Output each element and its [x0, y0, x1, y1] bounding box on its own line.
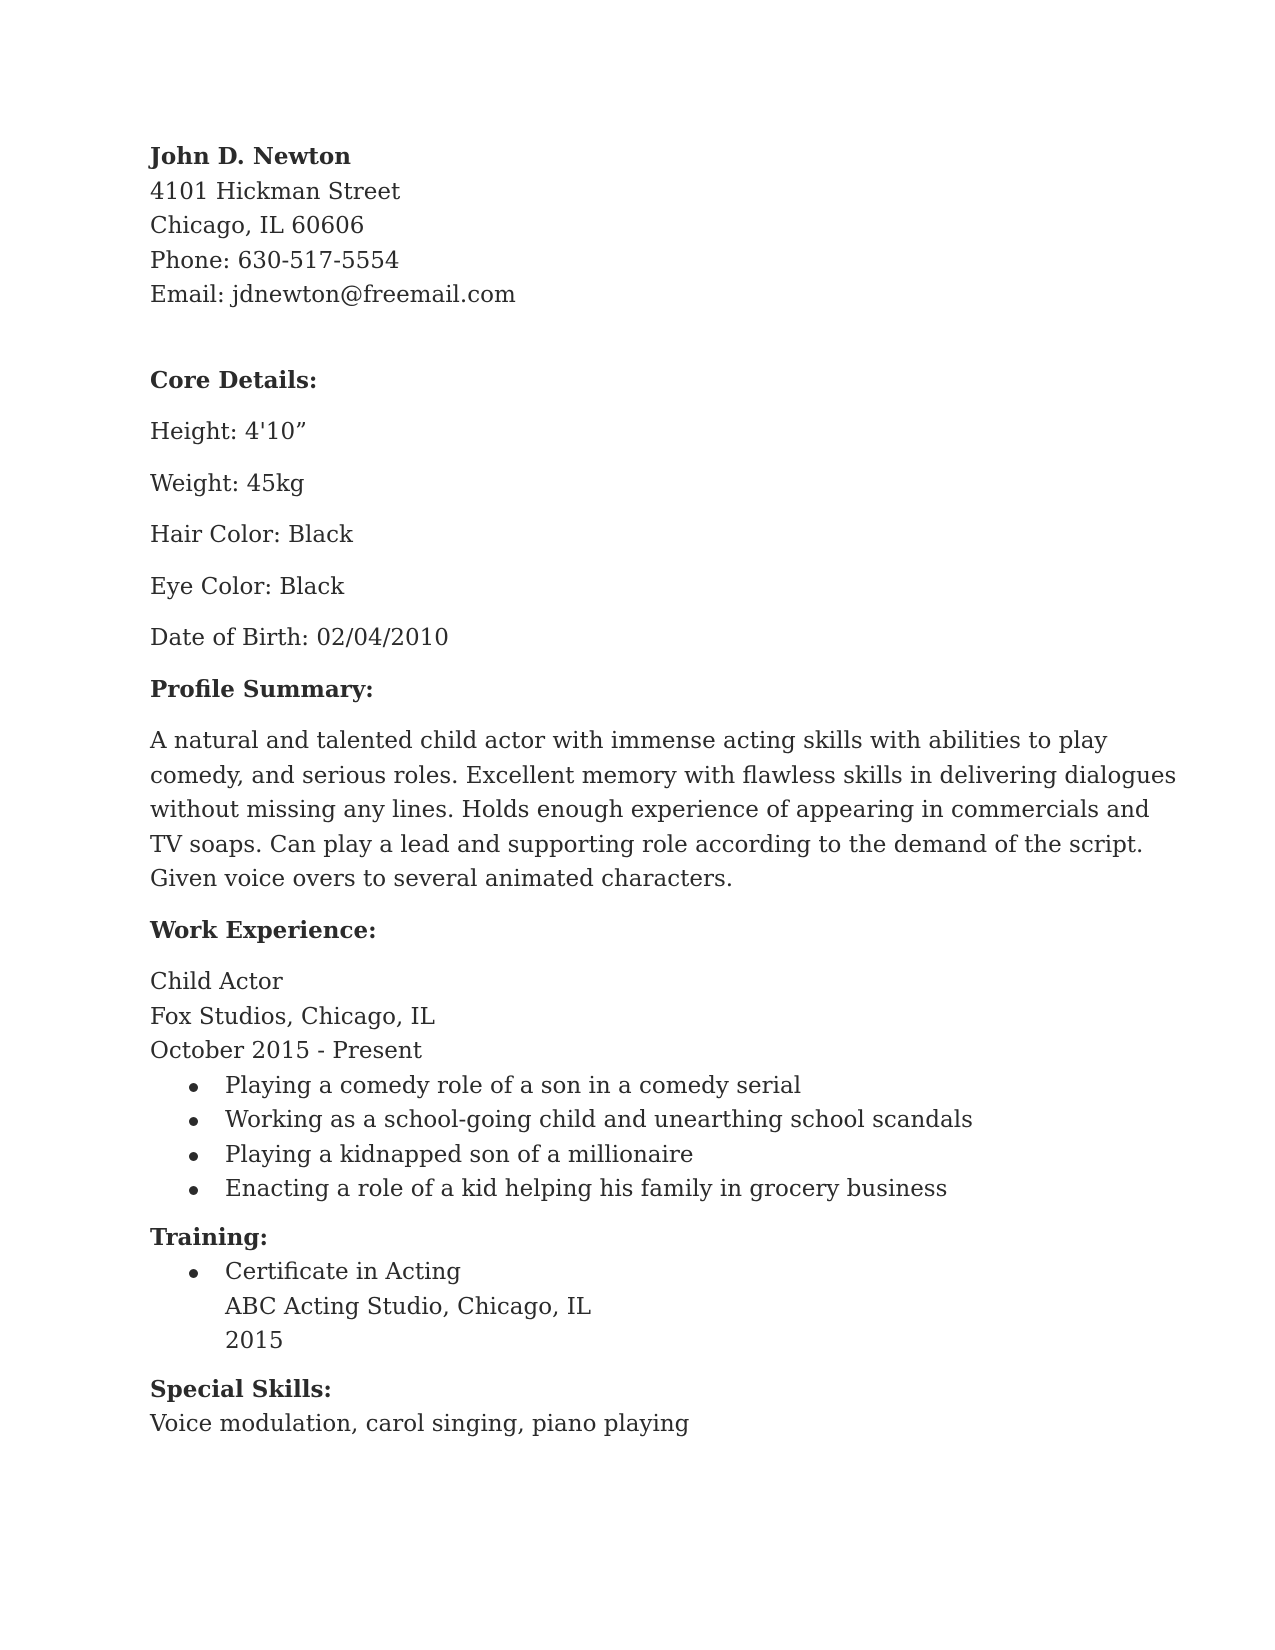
height-item: Height: 4'10”: [150, 419, 307, 445]
duty-text: Playing a kidnapped son of a millionaire: [225, 1141, 694, 1168]
bullet-icon: [189, 1152, 198, 1161]
training-section: [150, 1221, 1130, 1359]
resume-page: [150, 140, 1177, 1442]
profile-summary-section: [150, 673, 1177, 897]
phone-line: Phone: 630-517-5554: [150, 247, 400, 274]
profile-summary-heading: Profile Summary:: [150, 675, 374, 703]
training-institution: ABC Acting Studio, Chicago, IL: [225, 1293, 592, 1320]
profile-summary-text: [150, 724, 1177, 897]
list-item: [150, 1069, 1130, 1104]
hair-color-item: Hair Color: Black: [150, 522, 353, 548]
summary-line: without missing any lines. Holds enough experience of appearing in commercials and: [150, 797, 1150, 823]
special-skills-heading: Special Skills:: [150, 1375, 332, 1403]
job-dates: October 2015 - Present: [150, 1038, 422, 1064]
address-line-1: 4101 Hickman Street: [150, 178, 401, 205]
duty-text: Working as a school-going child and unearthing school scandals: [225, 1107, 973, 1133]
list-item: [150, 1103, 1130, 1138]
special-skills-text: Voice modulation, carol singing, piano playing: [150, 1411, 690, 1437]
training-heading: Training:: [150, 1223, 268, 1251]
bullet-icon: [189, 1117, 198, 1126]
list-item: [150, 1255, 1130, 1359]
job-title: Child Actor: [150, 969, 283, 995]
job-duties-list: [150, 1069, 1130, 1207]
job-company: Fox Studios, Chicago, IL: [150, 1003, 435, 1030]
candidate-name: John D. Newton: [150, 143, 351, 170]
list-item: [150, 1138, 1130, 1173]
bullet-icon: [189, 1269, 198, 1278]
training-certificate: Certificate in Acting: [225, 1259, 462, 1285]
training-year: 2015: [225, 1328, 284, 1354]
job-entry: [150, 965, 1130, 1207]
bullet-icon: [189, 1186, 198, 1195]
email-line: Email: jdnewton@freemail.com: [150, 282, 516, 308]
weight-item: Weight: 45kg: [150, 470, 305, 497]
summary-line: A natural and talented child actor with immense acting skills with abilities to play: [150, 728, 1108, 754]
core-details-section: [150, 364, 1130, 656]
address-line-2: Chicago, IL 60606: [150, 213, 365, 239]
work-experience-section: [150, 914, 1130, 1207]
training-list: [150, 1255, 1130, 1359]
summary-line: comedy, and serious roles. Excellent memory with flawless skills in delivering dialogues: [150, 762, 1177, 789]
core-details-heading: Core Details:: [150, 366, 318, 394]
special-skills-section: [150, 1373, 1130, 1442]
duty-text: Playing a comedy role of a son in a comedy serial: [225, 1072, 802, 1099]
contact-block: [150, 140, 1130, 313]
bullet-icon: [189, 1083, 198, 1092]
eye-color-item: Eye Color: Black: [150, 573, 345, 600]
summary-line: TV soaps. Can play a lead and supporting role according to the demand of the script.: [150, 831, 1144, 858]
work-experience-heading: Work Experience:: [150, 916, 377, 944]
date-of-birth-item: Date of Birth: 02/04/2010: [150, 625, 449, 651]
summary-line: Given voice overs to several animated characters.: [150, 866, 734, 892]
duty-text: Enacting a role of a kid helping his family in grocery business: [225, 1176, 948, 1202]
list-item: [150, 1172, 1130, 1207]
